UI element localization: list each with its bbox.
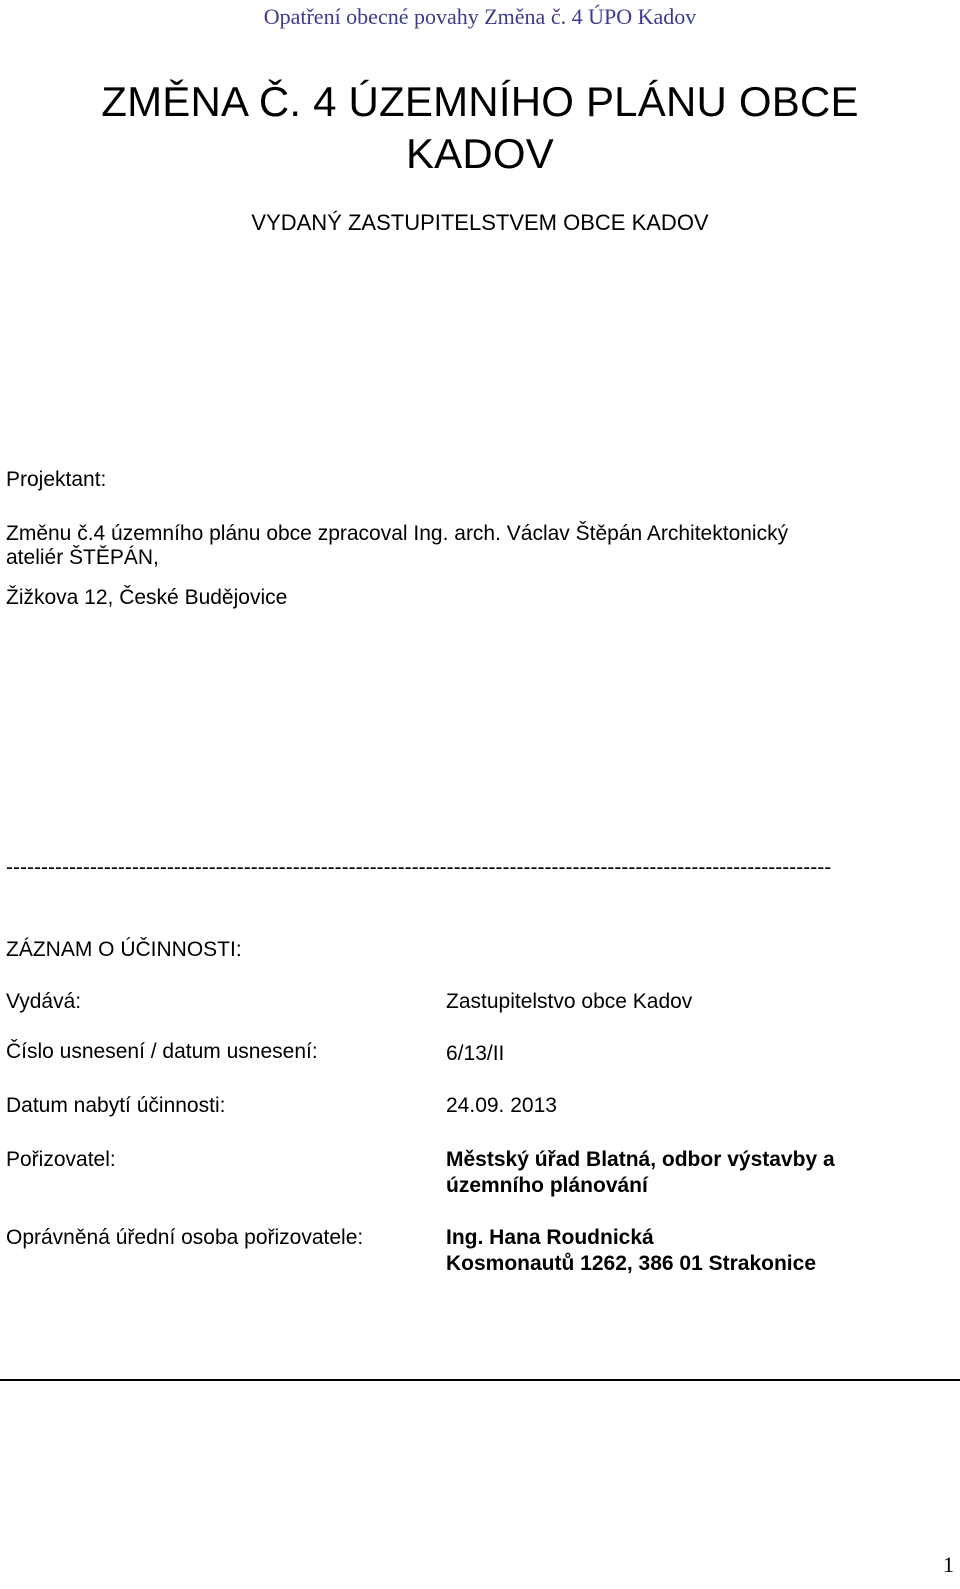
page-number: 1 [943, 1552, 954, 1577]
record-label-authorized-person: Oprávněná úřední osoba pořizovatele: [6, 1226, 364, 1249]
record-value-authorized-person-line-1: Ing. Hana Roudnická [446, 1226, 654, 1249]
record-value-procurer-line-1: Městský úřad Blatná, odbor výstavby a [446, 1148, 835, 1171]
record-value-procurer-line-2: územního plánování [446, 1174, 648, 1197]
document-title-line-1: ZMĚNA Č. 4 ÚZEMNÍHO PLÁNU OBCE [101, 78, 859, 125]
designer-address: Žižkova 12, České Budějovice [6, 586, 288, 609]
record-heading: ZÁZNAM O ÚČINNOSTI: [6, 938, 242, 961]
separator-dashes: ---------------------------------------------------------------------------------------------------------------------- [6, 856, 832, 879]
running-header: Opatření obecné povahy Změna č. 4 ÚPO Kadov [263, 4, 697, 29]
document-title-line-2: KADOV [405, 130, 555, 177]
record-value-authorized-person-line-2: Kosmonautů 1262, 386 01 Strakonice [446, 1252, 816, 1275]
record-value-issuer: Zastupitelstvo obce Kadov [446, 990, 693, 1013]
record-value-effective-date: 24.09. 2013 [446, 1094, 557, 1117]
footer-rule [0, 1379, 960, 1381]
record-value-resolution: 6/13/II [446, 1042, 505, 1065]
designer-text-line-1: Změnu č.4 územního plánu obce zpracoval Ing. arch. Václav Štěpán Architektonický [6, 522, 789, 545]
record-label-issuer: Vydává: [6, 990, 82, 1013]
record-label-resolution: Číslo usnesení / datum usnesení: [6, 1040, 318, 1063]
designer-label: Projektant: [6, 468, 107, 491]
record-label-effective-date: Datum nabytí účinnosti: [6, 1094, 226, 1117]
document-subtitle: VYDANÝ ZASTUPITELSTVEM OBCE KADOV [251, 210, 709, 235]
record-label-procurer: Pořizovatel: [6, 1148, 116, 1171]
designer-text-line-2: ateliér ŠTĚPÁN, [6, 546, 159, 569]
